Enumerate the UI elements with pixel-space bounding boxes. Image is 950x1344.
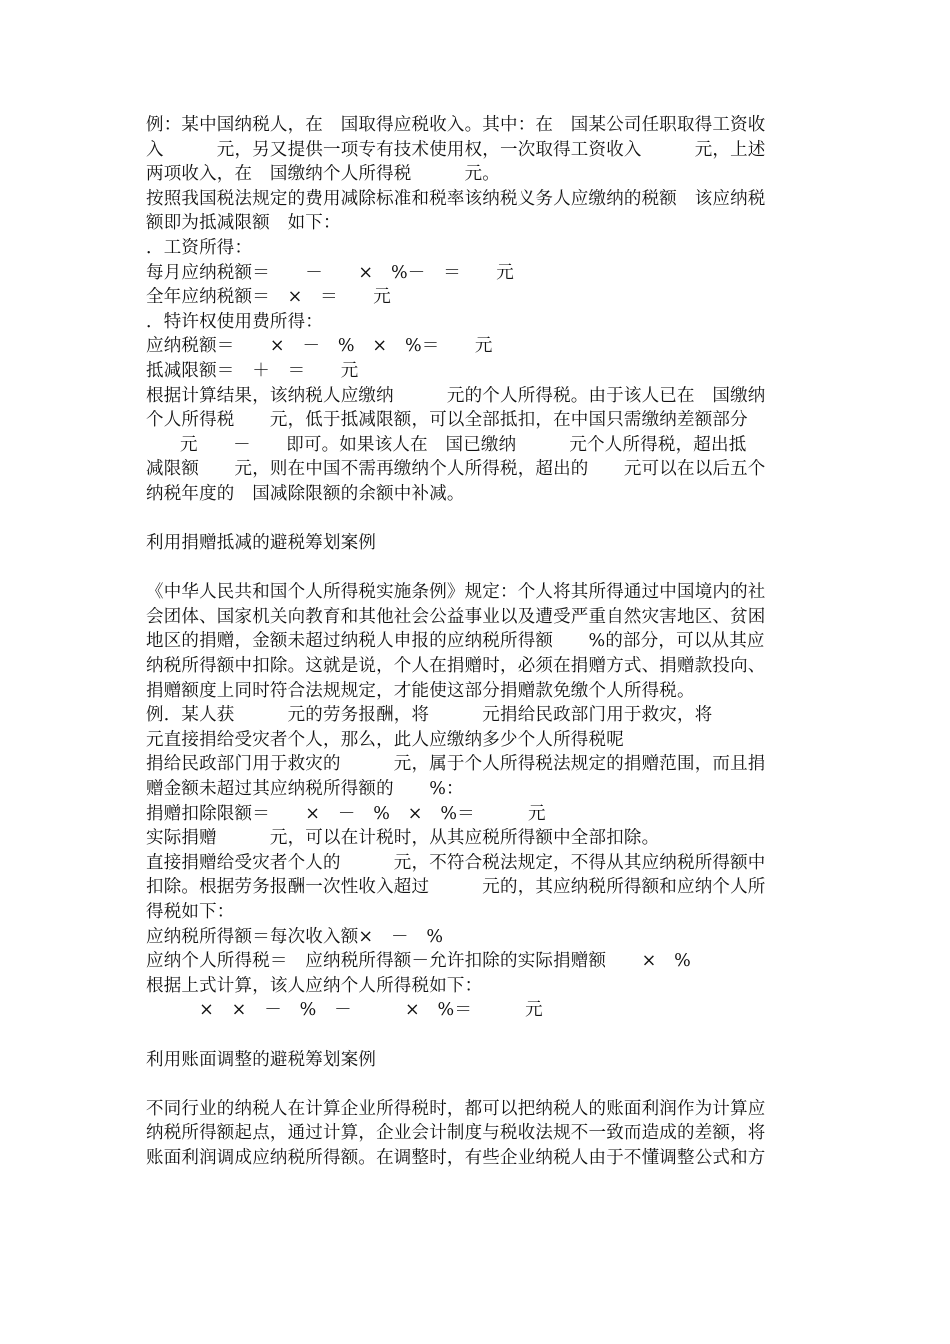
paragraph-line: 例．某人获 元的劳务报酬，将 元捐给民政部门用于救灾，将 [146, 705, 713, 726]
paragraph-line: 得税如下： [146, 902, 235, 922]
paragraph-line: 会团体、国家机关向教育和其他社会公益事业以及遭受严重自然灾害地区、贫困 [146, 606, 766, 627]
paragraph-line: 额即为抵减限额 如下： [146, 213, 341, 234]
paragraph-line: 按照我国税法规定的费用减除标准和税率该纳税义务人应缴纳的税额 该应纳税 [146, 188, 766, 209]
paragraph-line: 两项收入，在 国缴纳个人所得税 元。 [146, 164, 500, 185]
paragraph-line: 实际捐赠 元，可以在计税时，从其应税所得额中全部扣除。 [146, 828, 660, 849]
paragraph-line: 赠金额未超过其应纳税所得额的 %： [146, 779, 464, 800]
paragraph-line: 减限额 元，则在中国不需再缴纳个人所得税，超出的 元可以在以后五个 [146, 459, 766, 480]
paragraph-line: 捐给民政部门用于救灾的 元，属于个人所得税法规定的捐赠范围，而且捐 [146, 754, 766, 775]
formula-line: 每月应纳税额＝ － × %－ ＝ 元 [146, 262, 514, 283]
paragraph-line: 直接捐赠给受灾者个人的 元，不符合税法规定，不得从其应纳税所得额中 [146, 852, 766, 873]
paragraph-line: 入 元，另又提供一项专有技术使用权，一次取得工资收入 元，上述 [146, 139, 766, 160]
document-page [146, 113, 816, 1171]
formula-line: × × － % － × %＝ 元 [146, 1000, 543, 1021]
list-item-wage-income: ．工资所得： [146, 237, 253, 258]
paragraph-line: 纳税年度的 国减除限额的余额中补减。 [146, 483, 465, 504]
paragraph-line: 根据计算结果，该纳税人应缴纳 元的个人所得税。由于该人已在 国缴纳 [146, 385, 766, 406]
paragraph-line: 不同行业的纳税人在计算企业所得税时，都可以把纳税人的账面利润作为计算应 [146, 1098, 766, 1119]
formula-line: 应纳税所得额＝每次收入额× － % [146, 926, 444, 947]
section-heading: 利用捐赠抵减的避税筹划案例 [146, 533, 377, 554]
paragraph-line: 元直接捐给受灾者个人，那么，此人应缴纳多少个人所得税呢 [146, 729, 624, 750]
list-item-royalty-income: ．特许权使用费所得： [146, 311, 323, 332]
paragraph-line: 捐赠额度上同时符合法规规定，才能使这部分捐赠款免缴个人所得税。 [146, 680, 695, 701]
formula-line: 全年应纳税额＝ × ＝ 元 [146, 287, 391, 308]
paragraph-line: 根据上式计算，该人应纳个人所得税如下： [146, 975, 483, 996]
paragraph-line: 《中华人民共和国个人所得税实施条例》规定：个人将其所得通过中国境内的社 [146, 582, 766, 603]
section-foreign-tax-credit [146, 113, 816, 507]
paragraph-line: 纳税所得额中扣除。这就是说，个人在捐赠时，必须在捐赠方式、捐赠款投向、 [146, 656, 766, 677]
paragraph-line: 账面利润调成应纳税所得额。在调整时，有些企业纳税人由于不懂调整公式和方 [146, 1147, 766, 1168]
paragraph-line: 元 － 即可。如果该人在 国已缴纳 元个人所得税，超出抵 [180, 434, 747, 455]
spacer [146, 556, 816, 581]
spacer [146, 1072, 816, 1097]
spacer [146, 507, 816, 532]
section-donation-deduction [146, 531, 816, 1023]
section-book-adjustment [146, 1048, 816, 1171]
formula-line: 应纳税额＝ × － % × %＝ 元 [146, 336, 493, 357]
paragraph-line: 例：某中国纳税人，在 国取得应税收入。其中：在 国某公司任职取得工资收 [146, 115, 766, 135]
paragraph-line: 纳税所得额起点，通过计算，企业会计制度与税收法规不一致而造成的差额，将 [146, 1123, 766, 1144]
paragraph-line: 个人所得税 元，低于抵减限额，可以全部抵扣，在中国只需缴纳差额部分 [146, 410, 748, 431]
spacer [146, 1023, 816, 1048]
formula-line: 抵减限额＝ ＋ ＝ 元 [146, 360, 359, 381]
formula-line: 应纳个人所得税＝ 应纳税所得额－允许扣除的实际捐赠额 × % [146, 951, 691, 972]
paragraph-line: 地区的捐赠，金额未超过纳税人申报的应纳税所得额 %的部分，可以从其应 [146, 631, 765, 652]
formula-line: 捐赠扣除限额＝ × － % × %＝ 元 [146, 803, 546, 824]
paragraph-line: 扣除。根据劳务报酬一次性收入超过 元的，其应纳税所得额和应纳个人所 [146, 877, 766, 898]
section-heading: 利用账面调整的避税筹划案例 [146, 1049, 377, 1070]
